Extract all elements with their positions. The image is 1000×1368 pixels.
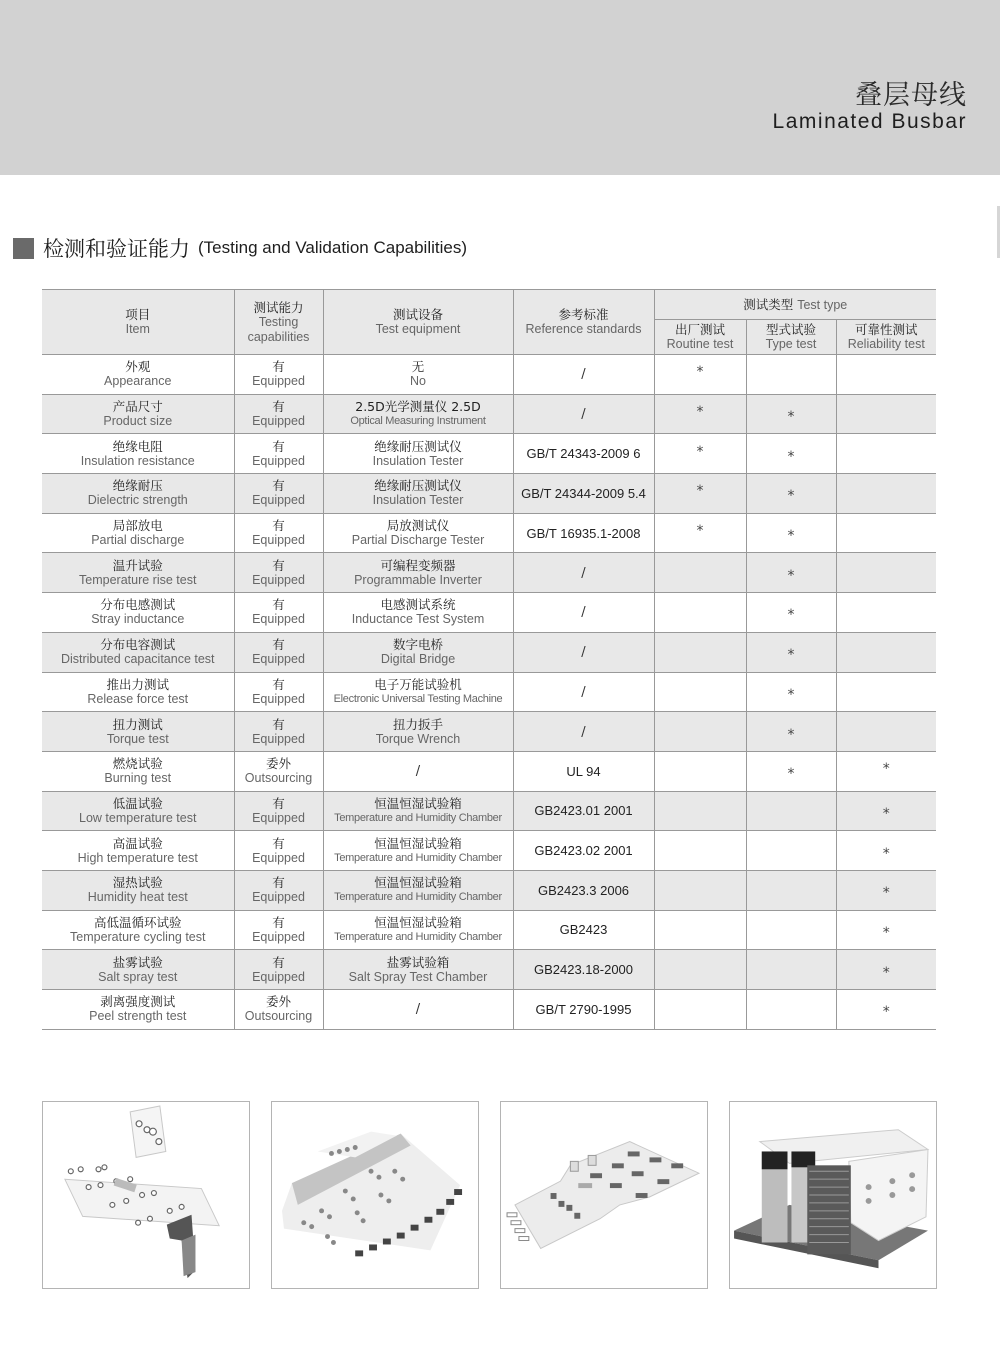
item-name-en: Low temperature test (79, 810, 197, 825)
cell-type-test (746, 394, 836, 434)
cell-routine-test (654, 712, 746, 752)
table-row (42, 474, 936, 514)
cell-equipment (323, 553, 513, 593)
cell-equipment (323, 751, 513, 791)
cell-type-test (746, 632, 836, 672)
capability-zh: 有 (272, 637, 285, 653)
equipment-en: Optical Measuring Instrument (350, 415, 486, 428)
cell-item (42, 355, 234, 395)
equipment-zh: 恒温恒湿试验箱 (374, 914, 462, 930)
cell-item (42, 870, 234, 910)
reference-standard: / (581, 367, 586, 383)
type-test-mark: * (787, 409, 795, 426)
cell-standard (513, 474, 654, 514)
capability-en: Outsourcing (244, 1009, 313, 1024)
routine-test-mark: * (696, 523, 704, 540)
cell-standard (513, 513, 654, 553)
capability-en: Equipped (252, 969, 305, 984)
capability-zh: 有 (272, 795, 285, 811)
cell-item (42, 950, 234, 990)
table-row (42, 751, 936, 791)
cell-equipment (323, 513, 513, 553)
routine-test-mark: * (696, 483, 704, 500)
cell-item (42, 553, 234, 593)
cell-item (42, 831, 234, 871)
cell-type-test (746, 791, 836, 831)
capability-en: Equipped (252, 453, 305, 468)
cell-capability (234, 513, 323, 553)
cell-routine-test (654, 474, 746, 514)
table-row (42, 831, 936, 871)
cell-item (42, 434, 234, 474)
reference-standard: GB2423.02 2001 (534, 843, 633, 859)
cell-standard (513, 712, 654, 752)
item-name-zh: 绝缘电阻 (112, 438, 163, 454)
cell-type-test (746, 910, 836, 950)
type-test-mark: * (787, 647, 795, 664)
type-test-mark: * (787, 528, 795, 545)
cell-reliability-test (836, 434, 936, 474)
capability-zh: 委外 (265, 756, 291, 772)
section-heading (13, 234, 467, 262)
cell-routine-test (654, 434, 746, 474)
cell-standard (513, 355, 654, 395)
busbar-with-bent-tab-photo (42, 1101, 250, 1289)
capacitor-module-assembly-photo (729, 1101, 937, 1289)
reference-standard: / (581, 565, 586, 581)
cell-standard (513, 394, 654, 434)
cell-reliability-test (836, 950, 936, 990)
item-name-en: Torque test (106, 731, 169, 746)
cell-type-test (746, 513, 836, 553)
cell-capability (234, 553, 323, 593)
cell-type-test (746, 355, 836, 395)
banner-title-zh: 叠层母线 (855, 80, 967, 111)
capabilities-table-body (42, 355, 936, 1030)
cell-reliability-test (836, 474, 936, 514)
item-name-en: Humidity heat test (87, 890, 188, 905)
equipment-en: Programmable Inverter (354, 572, 482, 587)
cell-routine-test (654, 910, 746, 950)
table-row (42, 870, 936, 910)
type-test-mark: * (787, 726, 795, 743)
reference-standard: / (581, 605, 586, 621)
item-name-en: Distributed capacitance test (60, 652, 215, 667)
item-name-en: Release force test (87, 691, 189, 706)
cell-item (42, 672, 234, 712)
cell-item (42, 632, 234, 672)
item-name-zh: 扭力测试 (112, 716, 163, 732)
item-name-en: Burning test (104, 771, 172, 786)
equipment-zh: 数字电桥 (392, 637, 443, 653)
cell-type-test (746, 712, 836, 752)
cell-capability (234, 355, 323, 395)
table-row (42, 910, 936, 950)
cell-item (42, 474, 234, 514)
capabilities-table (42, 289, 936, 1030)
reference-standard: GB2423.18-2000 (533, 962, 634, 978)
reliability-test-mark: * (882, 761, 890, 778)
capability-zh: 有 (272, 835, 285, 851)
cell-equipment (323, 990, 513, 1030)
item-name-zh: 高温试验 (112, 835, 163, 851)
equipment-en: Partial Discharge Tester (351, 533, 485, 548)
cell-type-test (746, 950, 836, 990)
cell-routine-test (654, 593, 746, 633)
cell-capability (234, 712, 323, 752)
item-name-zh: 产品尺寸 (112, 399, 163, 415)
reference-standard: / (581, 407, 586, 423)
cell-routine-test (654, 672, 746, 712)
banner-title-en: Laminated Busbar (772, 110, 967, 133)
item-name-en: Partial discharge (91, 533, 185, 548)
item-name-en: Salt spray test (98, 969, 178, 984)
cell-item (42, 910, 234, 950)
header-capability: 测试能力 Testing capabilities (234, 290, 323, 355)
cell-routine-test (654, 513, 746, 553)
equipment-none: / (415, 1002, 421, 1018)
equipment-zh: 盐雾试验箱 (386, 954, 450, 970)
capability-en: Equipped (252, 572, 305, 587)
reliability-test-mark: * (882, 964, 890, 981)
item-name-en: Dielectric strength (87, 493, 188, 508)
cell-equipment (323, 394, 513, 434)
capability-zh: 有 (272, 954, 285, 970)
busbar-with-terminals-photo (271, 1101, 479, 1289)
cell-capability (234, 990, 323, 1030)
reliability-test-mark: * (882, 1004, 890, 1021)
type-test-mark: * (787, 766, 795, 783)
table-row (42, 513, 936, 553)
cell-reliability-test (836, 593, 936, 633)
equipment-zh: 可编程变频器 (380, 557, 456, 573)
capability-en: Equipped (252, 612, 305, 627)
capability-en: Equipped (252, 414, 305, 429)
cell-reliability-test (836, 990, 936, 1030)
item-name-zh: 温升试验 (112, 557, 163, 573)
cell-reliability-test (836, 831, 936, 871)
equipment-zh: 扭力扳手 (392, 716, 443, 732)
cell-equipment (323, 434, 513, 474)
cell-equipment (323, 910, 513, 950)
item-name-en: Peel strength test (89, 1009, 187, 1024)
cell-type-test (746, 553, 836, 593)
equipment-en: Torque Wrench (375, 731, 461, 746)
item-name-en: Temperature rise test (79, 572, 197, 587)
equipment-en: Temperature and Humidity Chamber (334, 891, 502, 904)
cell-item (42, 593, 234, 633)
item-name-zh: 分布电容测试 (100, 637, 176, 653)
cell-routine-test (654, 355, 746, 395)
cell-reliability-test (836, 910, 936, 950)
cell-reliability-test (836, 791, 936, 831)
header-item: 项目 Item (42, 290, 234, 355)
capability-zh: 有 (272, 914, 285, 930)
capability-en: Equipped (252, 810, 305, 825)
capability-en: Equipped (252, 890, 305, 905)
cell-item (42, 751, 234, 791)
table-row (42, 672, 936, 712)
reference-standard: / (581, 645, 586, 661)
cell-standard (513, 910, 654, 950)
cell-standard (513, 632, 654, 672)
reference-standard: GB2423 (559, 922, 608, 938)
reference-standard: GB2423.01 2001 (534, 803, 633, 819)
type-test-mark: * (787, 488, 795, 505)
cell-capability (234, 950, 323, 990)
cell-type-test (746, 831, 836, 871)
cell-routine-test (654, 950, 746, 990)
cell-equipment (323, 950, 513, 990)
cell-type-test (746, 434, 836, 474)
header-equipment: 测试设备 Test equipment (323, 290, 513, 355)
equipment-en: Insulation Tester (372, 453, 464, 468)
table-row (42, 394, 936, 434)
item-name-zh: 湿热试验 (112, 875, 163, 891)
cell-equipment (323, 355, 513, 395)
header-test-type: 测试类型 Test type (654, 290, 936, 320)
equipment-en: Inductance Test System (351, 612, 485, 627)
cell-reliability-test (836, 355, 936, 395)
item-name-zh: 低温试验 (112, 795, 163, 811)
cell-capability (234, 593, 323, 633)
cell-type-test (746, 474, 836, 514)
cell-equipment (323, 632, 513, 672)
cell-item (42, 712, 234, 752)
equipment-zh: 绝缘耐压测试仪 (374, 478, 462, 494)
cell-reliability-test (836, 712, 936, 752)
cell-capability (234, 870, 323, 910)
equipment-en: No (410, 374, 426, 389)
reliability-test-mark: * (882, 924, 890, 941)
cell-equipment (323, 870, 513, 910)
equipment-en: Temperature and Humidity Chamber (334, 851, 502, 864)
capability-zh: 有 (272, 399, 285, 415)
table-row (42, 990, 936, 1030)
equipment-en: Electronic Universal Testing Machine (333, 692, 503, 705)
equipment-zh: 无 (411, 359, 425, 375)
routine-test-mark: * (696, 364, 704, 381)
capability-en: Equipped (252, 652, 305, 667)
item-name-en: Product size (103, 414, 173, 429)
cell-item (42, 394, 234, 434)
cell-standard (513, 950, 654, 990)
reference-standard: GB/T 16935.1-2008 (526, 525, 641, 541)
table-row (42, 791, 936, 831)
cell-equipment (323, 474, 513, 514)
table-row (42, 593, 936, 633)
cell-item (42, 513, 234, 553)
cell-routine-test (654, 751, 746, 791)
cell-item (42, 791, 234, 831)
type-test-mark: * (787, 567, 795, 584)
equipment-zh: 绝缘耐压测试仪 (374, 438, 462, 454)
cell-equipment (323, 593, 513, 633)
cell-capability (234, 474, 323, 514)
cell-type-test (746, 870, 836, 910)
item-name-en: Appearance (104, 374, 172, 389)
routine-test-mark: * (696, 404, 704, 421)
table-row (42, 950, 936, 990)
reference-standard: GB/T 24343-2009 6 (526, 446, 641, 462)
cell-routine-test (654, 632, 746, 672)
reference-standard: GB2423.3 2006 (537, 882, 630, 898)
capability-en: Equipped (252, 929, 305, 944)
section-title-en: (Testing and Validation Capabilities) (198, 238, 468, 257)
item-name-zh: 推出力测试 (106, 676, 169, 692)
capability-en: Equipped (252, 850, 305, 865)
cell-routine-test (654, 553, 746, 593)
header-reliability-test: 可靠性测试 Reliability test (836, 320, 936, 355)
cell-capability (234, 791, 323, 831)
reference-standard: / (581, 724, 586, 740)
equipment-zh: 电子万能试验机 (374, 676, 462, 692)
reliability-test-mark: * (882, 885, 890, 902)
cell-type-test (746, 751, 836, 791)
table-row (42, 553, 936, 593)
cell-standard (513, 870, 654, 910)
equipment-en: Temperature and Humidity Chamber (334, 811, 502, 824)
section-bullet-square-icon (13, 238, 34, 259)
product-gallery (42, 1101, 937, 1289)
table-row (42, 355, 936, 395)
item-name-zh: 绝缘耐压 (112, 478, 163, 494)
cell-capability (234, 434, 323, 474)
type-test-mark: * (787, 686, 795, 703)
cell-standard (513, 553, 654, 593)
item-name-en: Temperature cycling test (70, 929, 206, 944)
capability-en: Equipped (252, 374, 305, 389)
table-row (42, 434, 936, 474)
capability-zh: 有 (272, 478, 285, 494)
cell-standard (513, 593, 654, 633)
cell-type-test (746, 990, 836, 1030)
cell-type-test (746, 593, 836, 633)
equipment-zh: 恒温恒湿试验箱 (374, 835, 462, 851)
cell-standard (513, 791, 654, 831)
cell-reliability-test (836, 513, 936, 553)
cell-equipment (323, 672, 513, 712)
cell-capability (234, 910, 323, 950)
cell-equipment (323, 831, 513, 871)
cell-item (42, 990, 234, 1030)
routine-test-mark: * (696, 443, 704, 460)
capability-en: Outsourcing (244, 771, 313, 786)
cell-standard (513, 751, 654, 791)
header-banner (0, 0, 1000, 175)
reliability-test-mark: * (882, 805, 890, 822)
equipment-en: Insulation Tester (372, 493, 464, 508)
capability-zh: 有 (272, 875, 285, 891)
cell-routine-test (654, 870, 746, 910)
capability-zh: 有 (272, 557, 285, 573)
reference-standard: / (581, 684, 586, 700)
item-name-en: Stray inductance (91, 612, 185, 627)
cell-routine-test (654, 831, 746, 871)
reliability-test-mark: * (882, 845, 890, 862)
equipment-zh: 恒温恒湿试验箱 (374, 795, 462, 811)
cell-type-test (746, 672, 836, 712)
capability-en: Equipped (252, 493, 305, 508)
capability-zh: 有 (272, 438, 285, 454)
cell-standard (513, 672, 654, 712)
cell-reliability-test (836, 672, 936, 712)
cell-reliability-test (836, 553, 936, 593)
type-test-mark: * (787, 607, 795, 624)
item-name-en: High temperature test (77, 850, 198, 865)
equipment-en: Temperature and Humidity Chamber (334, 930, 502, 943)
cell-capability (234, 394, 323, 434)
table-row (42, 632, 936, 672)
header-type-test: 型式试验 Type test (746, 320, 836, 355)
item-name-zh: 分布电感测试 (100, 597, 176, 613)
cell-capability (234, 831, 323, 871)
busbar-plate-photo (500, 1101, 708, 1289)
cell-routine-test (654, 394, 746, 434)
reference-standard: UL 94 (566, 763, 601, 779)
cell-reliability-test (836, 751, 936, 791)
cell-capability (234, 632, 323, 672)
capability-en: Equipped (252, 691, 305, 706)
equipment-en: Digital Bridge (380, 652, 456, 667)
cell-reliability-test (836, 632, 936, 672)
reference-standard: GB/T 2790-1995 (535, 1001, 632, 1017)
capability-en: Equipped (252, 731, 305, 746)
cell-reliability-test (836, 394, 936, 434)
equipment-zh: 恒温恒湿试验箱 (374, 875, 462, 891)
item-name-zh: 剥离强度测试 (100, 994, 176, 1010)
cell-reliability-test (836, 870, 936, 910)
reference-standard: GB/T 24344-2009 5.4 (521, 485, 646, 501)
cell-standard (513, 990, 654, 1030)
capability-zh: 有 (272, 676, 285, 692)
item-name-zh: 燃烧试验 (112, 756, 163, 772)
item-name-en: Insulation resistance (80, 453, 195, 468)
equipment-en: Salt Spray Test Chamber (348, 969, 488, 984)
item-name-zh: 外观 (125, 359, 151, 375)
capability-en: Equipped (252, 533, 305, 548)
header-routine-test: 出厂测试 Routine test (654, 320, 746, 355)
table-row (42, 712, 936, 752)
capability-zh: 有 (272, 597, 285, 613)
cell-routine-test (654, 791, 746, 831)
capability-zh: 有 (272, 716, 285, 732)
cell-standard (513, 831, 654, 871)
header-standard: 参考标准 Reference standards (513, 290, 654, 355)
item-name-zh: 盐雾试验 (112, 954, 163, 970)
equipment-zh: 局放测试仪 (386, 518, 450, 534)
cell-equipment (323, 791, 513, 831)
cell-standard (513, 434, 654, 474)
section-title-zh: 检测和验证能力 (43, 237, 190, 261)
equipment-none: / (415, 764, 421, 780)
cell-capability (234, 751, 323, 791)
capability-zh: 有 (272, 359, 285, 375)
item-name-zh: 局部放电 (112, 518, 163, 534)
item-name-zh: 高低温循环试验 (93, 914, 182, 930)
equipment-zh: 电感测试系统 (380, 597, 456, 613)
capability-zh: 委外 (265, 994, 291, 1010)
equipment-zh: 2.5D光学测量仪 2.5D (355, 399, 481, 415)
cell-equipment (323, 712, 513, 752)
capability-zh: 有 (272, 518, 285, 534)
cell-routine-test (654, 990, 746, 1030)
type-test-mark: * (787, 448, 795, 465)
cell-capability (234, 672, 323, 712)
